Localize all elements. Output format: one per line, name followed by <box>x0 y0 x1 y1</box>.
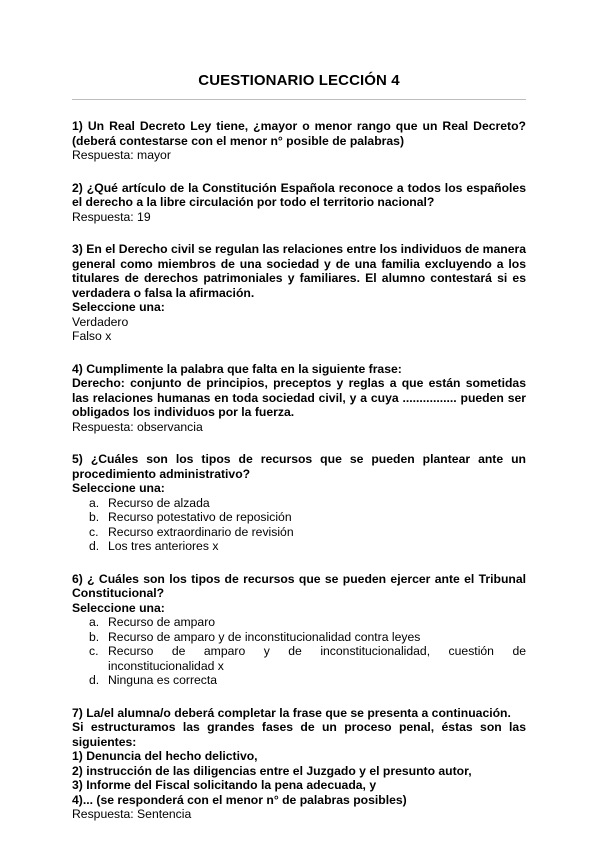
option-letter: d. <box>89 673 100 687</box>
question-2 <box>72 181 526 225</box>
option-letter: b. <box>89 629 100 644</box>
question-text: 7) La/el alumna/o deberá completar la frase que se presenta a continuación. <box>72 705 511 720</box>
option-letter: a. <box>89 615 100 629</box>
question-1 <box>72 119 526 163</box>
option-letter: d. <box>89 539 100 553</box>
answer-text: Respuesta: 19 <box>72 209 151 224</box>
option-item <box>89 539 526 554</box>
options-list <box>72 496 526 554</box>
question-text: 2) ¿Qué artículo de la Constitución Española reconoce a todos los españoles el derecho a la libre circulación por todo el territorio nacional? <box>72 180 526 209</box>
phase-line: 1) Denuncia del hecho delictivo, <box>72 749 258 763</box>
question-text: Si estructuramos las grandes fases de un proceso penal, éstas son las siguientes: <box>72 720 526 749</box>
question-4 <box>72 362 526 435</box>
select-label: Seleccione una: <box>72 300 165 314</box>
option-item <box>89 630 526 645</box>
option-item <box>89 496 526 511</box>
answer-text: Respuesta: observancia <box>72 419 203 434</box>
question-text: Derecho: conjunto de principios, preceptos y reglas a que están sometidas las relaciones humanas en toda sociedad civil, y a cuya ................ pueden ser obligados los individuos por la fuerza. <box>72 376 526 419</box>
option-text: Ninguna es correcta <box>108 673 218 687</box>
phase-line: 4)... (se responderá con el menor n° de palabras posibles) <box>72 792 407 807</box>
document-page <box>72 0 526 822</box>
option-item <box>89 510 526 525</box>
option-item <box>89 525 526 540</box>
select-label: Seleccione una: <box>72 600 165 615</box>
option-text: Recurso de amparo y de inconstitucionalidad contra leyes <box>108 629 421 644</box>
question-text: 6) ¿ Cuáles son los tipos de recursos que se pueden ejercer ante el Tribunal Constitucional? <box>72 571 526 600</box>
answer-text: Respuesta: mayor <box>72 148 171 162</box>
question-7 <box>72 706 526 822</box>
question-text: 3) En el Derecho civil se regulan las relaciones entre los individuos de manera general como miembros de una sociedad y de una familia excluyendo a los titulares de derechos patrimoniales y familiares. El alumno contestará si es verdadera o falsa la afirmación. <box>72 242 526 300</box>
phase-line: 3) Informe del Fiscal solicitando la pena adecuada, y <box>72 778 377 792</box>
option-item <box>89 615 526 630</box>
option-text: Recurso potestativo de reposición <box>108 510 292 524</box>
option-text: Recurso de amparo y de inconstitucionalidad, cuestión de inconstitucionalidad x <box>108 644 526 673</box>
choice-false: Falso x <box>72 329 112 343</box>
question-5 <box>72 452 526 554</box>
option-item <box>89 644 526 673</box>
title-divider <box>72 99 526 100</box>
question-6 <box>72 572 526 688</box>
options-list <box>72 615 526 688</box>
option-text: Recurso extraordinario de revisión <box>108 524 294 539</box>
option-letter: c. <box>89 644 99 658</box>
answer-text: Respuesta: Sentencia <box>72 807 192 821</box>
option-text: Recurso de alzada <box>108 495 210 510</box>
question-text: 4) Cumplimente la palabra que falta en la siguiente frase: <box>72 361 402 376</box>
question-text: 1) Un Real Decreto Ley tiene, ¿mayor o menor rango que un Real Decreto? (deberá contestarse con el menor n° posible de palabras) <box>72 119 526 148</box>
option-text: Recurso de amparo <box>108 615 216 629</box>
option-letter: a. <box>89 495 100 510</box>
select-label: Seleccione una: <box>72 481 165 495</box>
phase-line: 2) instrucción de las diligencias entre el Juzgado y el presunto autor, <box>72 763 472 778</box>
page-title: CUESTIONARIO LECCIÓN 4 <box>198 72 400 89</box>
choice-true: Verdadero <box>72 314 129 329</box>
question-3 <box>72 242 526 344</box>
option-letter: c. <box>89 524 99 539</box>
option-item <box>89 673 526 688</box>
option-text: Los tres anteriores x <box>108 539 219 553</box>
option-letter: b. <box>89 510 100 524</box>
question-text: 5) ¿Cuáles son los tipos de recursos que se pueden plantear ante un procedimiento administrativo? <box>72 452 526 481</box>
